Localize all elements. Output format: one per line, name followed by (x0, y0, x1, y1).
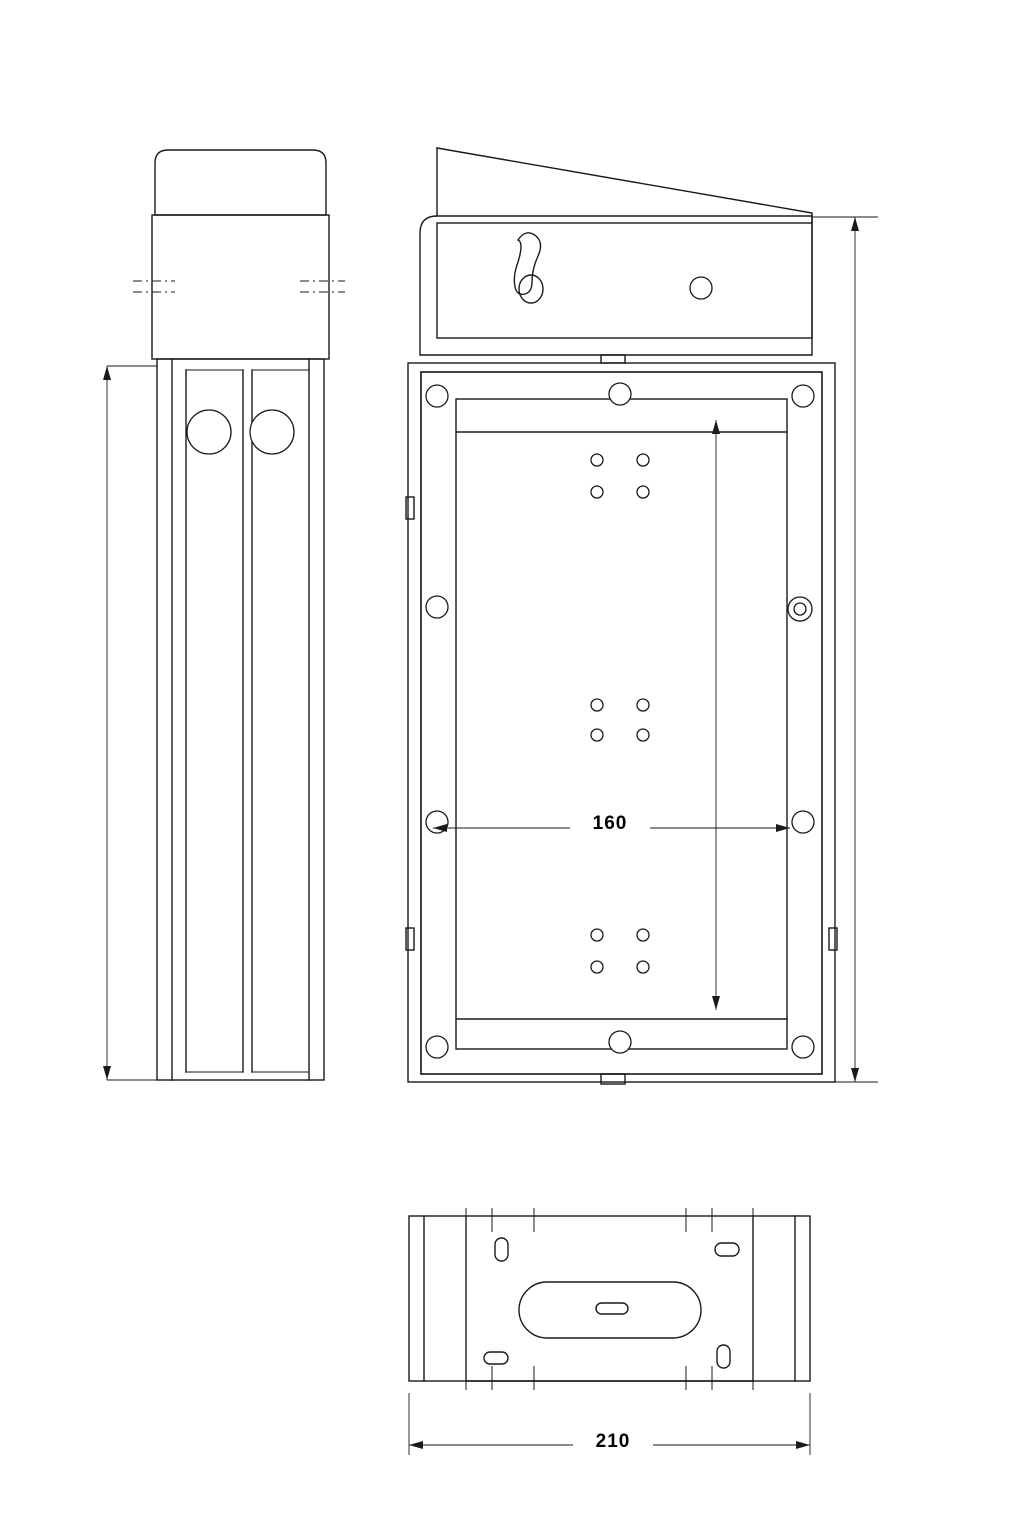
front-view-inner-panel (456, 399, 787, 1049)
front-view-top-tab (601, 355, 625, 363)
top-view-hole-tl (495, 1238, 508, 1261)
front-view-outer-frame-inner (421, 372, 822, 1074)
front-view-hole-left-mid (426, 596, 448, 618)
front-view-hole-corner-bl (426, 1036, 448, 1058)
front-view-overall-arrow-top (851, 217, 859, 231)
front-view-frame-edge (421, 372, 822, 1074)
front-view-vertical-arrow-top (712, 420, 720, 434)
side-view-arrow-top (103, 366, 111, 380)
side-view-hole-left (187, 410, 231, 454)
dimension-label-210: 210 (595, 1431, 631, 1452)
front-view-latch-handle (514, 233, 540, 295)
front-view-hole-corner-tr (792, 385, 814, 407)
front-view-hole-corner-br (792, 1036, 814, 1058)
top-view-group (409, 1208, 810, 1455)
top-view-dim-210-arrow-right (796, 1441, 810, 1449)
top-view-outer-outline (409, 1216, 810, 1381)
top-view-hole-bl (484, 1352, 508, 1364)
front-view-hood-body (420, 216, 812, 355)
front-view-tab-left-upper (406, 497, 414, 519)
front-view-tab-right-lower (829, 928, 837, 950)
front-view-hole-bottom-center (609, 1031, 631, 1053)
top-view-center-slot (596, 1303, 628, 1314)
dimension-label-160: 160 (592, 813, 628, 834)
front-view-hole-cluster-lower (591, 929, 649, 973)
front-view-overall-arrow-bottom (851, 1068, 859, 1082)
front-view-hole-right-lower (792, 811, 814, 833)
front-view-hole-cluster-middle (591, 699, 649, 741)
front-view-outer-frame (408, 363, 835, 1082)
front-view-hole-corner-tl (426, 385, 448, 407)
top-view-dim-210-arrow-left (409, 1441, 423, 1449)
front-view-dim-160-arrow-right (776, 824, 790, 832)
top-view-oval-slot (519, 1282, 701, 1338)
side-view-hole-right (250, 410, 294, 454)
side-view-arrow-bottom (103, 1066, 111, 1080)
front-view-hood-hole (690, 277, 712, 299)
side-view-cap-top (155, 150, 326, 215)
front-view-group (406, 148, 878, 1084)
side-view-body-outline (157, 359, 324, 1080)
front-view-hole-right-mid-inner (794, 603, 806, 615)
front-view-hole-cluster-upper (591, 454, 649, 498)
front-view-tab-left-lower (406, 928, 414, 950)
top-view-hole-br (717, 1345, 730, 1368)
front-view-hood-panel (437, 223, 812, 338)
side-view-cap-body (152, 215, 329, 359)
top-view-hole-tr (715, 1243, 739, 1256)
front-view-vertical-arrow-bottom (712, 996, 720, 1010)
side-view-group (103, 150, 345, 1080)
front-view-hood-angle (437, 148, 812, 223)
front-view-hole-top-center (609, 383, 631, 405)
